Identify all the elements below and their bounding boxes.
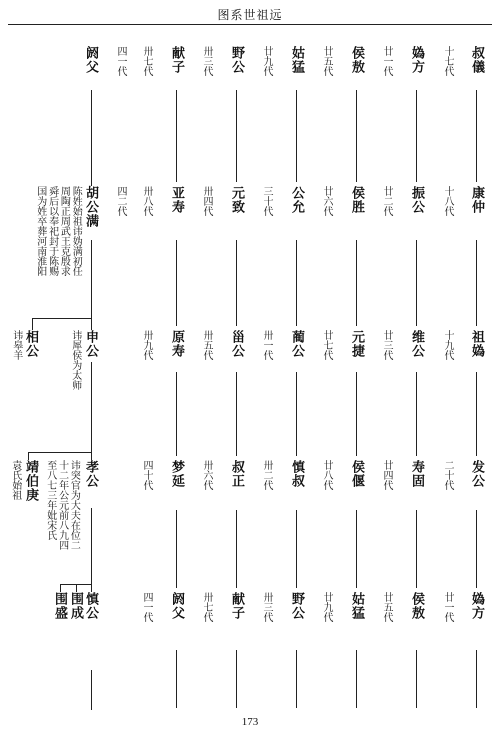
line-branch-wei-drop2 [76, 584, 77, 592]
name-weisheng: 围盛 [52, 592, 67, 620]
page-title: 图系世祖远 [217, 8, 283, 22]
note-xiaogong: 讳突官为大夫在位二 十二年公元前八九四 至八七三年妣宋氏 [44, 460, 80, 550]
page-number: 173 [241, 716, 259, 728]
gen-g6-row2: 卅九代 [141, 330, 152, 360]
name-c3-row2: 元捷 [349, 330, 364, 358]
gen-g6-row0: 卅七代 [141, 46, 152, 76]
name-c5-row3: 叔正 [229, 460, 244, 488]
gen-yanfu: 四一代 [115, 46, 126, 76]
name-hugong: 胡公满 [83, 186, 98, 228]
gen-hugong: 四二代 [115, 186, 126, 216]
line-c3-seg0 [356, 90, 357, 182]
line-c5-seg1 [236, 240, 237, 326]
gen-g6-row3: 四十代 [141, 460, 152, 490]
gen-g4-row1: 三十代 [261, 186, 272, 216]
name-c3-row1: 侯胜 [349, 186, 364, 214]
name-yanfu: 阏父 [83, 46, 98, 74]
line-branch-wei-drop [60, 584, 61, 592]
gen-g6-row4: 四一代 [141, 592, 152, 622]
line-c3-seg1 [356, 240, 357, 326]
gen-g1-row2: 十九代 [442, 330, 453, 360]
name-c6-row4: 阏父 [169, 592, 184, 620]
gen-g2-row4: 廿五代 [381, 592, 392, 622]
line-c6-seg0 [176, 90, 177, 182]
name-jingbogeng: 靖伯庚 [23, 460, 38, 502]
line-c6-seg3 [176, 510, 177, 588]
name-c6-row3: 梦延 [169, 460, 184, 488]
gen-g1-row3: 二十代 [442, 460, 453, 490]
name-c4-row1: 公允 [289, 186, 304, 214]
gen-g2-row1: 廿二代 [381, 186, 392, 216]
name-c3-row4: 姑猛 [349, 592, 364, 620]
line-hugong-shengong [91, 240, 92, 330]
gen-g5-row3: 卅六代 [201, 460, 212, 490]
line-branch-jingbo [28, 452, 92, 453]
line-c4-seg3 [296, 510, 297, 588]
name-weicheng: 围成 [68, 592, 83, 620]
line-c3-seg2 [356, 372, 357, 456]
line-shengong2-tail [91, 670, 92, 710]
gen-g5-row0: 卅三代 [201, 46, 212, 76]
gen-g4-row3: 卅二代 [261, 460, 272, 490]
gen-g4-row4: 卅三代 [261, 592, 272, 622]
line-c2-seg0 [416, 90, 417, 182]
name-c1-row3: 发公 [469, 460, 484, 488]
line-c1-seg2 [476, 372, 477, 456]
gen-g3-row2: 廿七代 [321, 330, 332, 360]
name-shengong: 申公 [83, 330, 98, 358]
gen-g3-row3: 廿八代 [321, 460, 332, 490]
gen-g1-row0: 十七代 [442, 46, 453, 76]
gen-g4-row2: 卅一代 [261, 330, 272, 360]
gen-g5-row4: 卅七代 [201, 592, 212, 622]
name-c3-row0: 侯敖 [349, 46, 364, 74]
name-c6-row2: 原寿 [169, 330, 184, 358]
name-c2-row3: 寿固 [409, 460, 424, 488]
line-c6-seg2 [176, 372, 177, 456]
name-c1-row4: 媯方 [469, 592, 484, 620]
name-c1-row0: 叔儀 [469, 46, 484, 74]
name-c5-row4: 献子 [229, 592, 244, 620]
line-c6-seg1 [176, 240, 177, 326]
note-jingbogeng: 袁氏始祖 [9, 460, 21, 500]
name-c3-row3: 侯偃 [349, 460, 364, 488]
line-c1-seg3 [476, 510, 477, 588]
line-c2-seg1 [416, 240, 417, 326]
line-c4-seg4 [296, 650, 297, 708]
line-branch-xiang [32, 318, 92, 319]
name-c1-row1: 康仲 [469, 186, 484, 214]
line-c5-seg2 [236, 372, 237, 456]
note-xianggong: 讳皋羊 [10, 330, 22, 360]
name-c4-row4: 野公 [289, 592, 304, 620]
line-c2-seg2 [416, 372, 417, 456]
gen-g5-row1: 卅四代 [201, 186, 212, 216]
line-branch-xiang-drop [32, 318, 33, 330]
line-c5-seg0 [236, 90, 237, 182]
name-c4-row3: 慎叔 [289, 460, 304, 488]
line-xiaogong-shengong2 [91, 508, 92, 592]
gen-g2-row3: 廿四代 [381, 460, 392, 490]
line-shengong-xiaogong [91, 362, 92, 460]
line-c5-seg4 [236, 650, 237, 708]
gen-g3-row0: 廿五代 [321, 46, 332, 76]
gen-g5-row2: 卅五代 [201, 330, 212, 360]
line-c2-seg3 [416, 510, 417, 588]
gen-g4-row0: 廿九代 [261, 46, 272, 76]
name-c2-row4: 侯敖 [409, 592, 424, 620]
line-c2-seg4 [416, 650, 417, 708]
gen-g6-row1: 卅八代 [141, 186, 152, 216]
name-c2-row0: 媯方 [409, 46, 424, 74]
name-xianggong: 相公 [23, 330, 38, 358]
name-c5-row1: 元致 [229, 186, 244, 214]
name-c5-row2: 甾公 [229, 330, 244, 358]
gen-g1-row1: 十八代 [442, 186, 453, 216]
gen-g1-row4: 廿一代 [442, 592, 453, 622]
name-shengong2: 慎公 [83, 592, 98, 620]
line-yanfu-hugong [91, 90, 92, 186]
line-c3-seg4 [356, 650, 357, 708]
name-c2-row2: 维公 [409, 330, 424, 358]
note-hugong: 陈姓始祖讳妫满初任 周陶正周武王克殷求 舜后以奉祀封于陈赐 国为姓卒葬河南淮阳 [34, 186, 82, 276]
line-c3-seg3 [356, 510, 357, 588]
name-c4-row2: 蔺公 [289, 330, 304, 358]
line-c5-seg3 [236, 510, 237, 588]
line-c4-seg1 [296, 240, 297, 326]
line-c6-seg4 [176, 650, 177, 708]
gen-g2-row2: 廿三代 [381, 330, 392, 360]
name-c5-row0: 野公 [229, 46, 244, 74]
line-c1-seg1 [476, 240, 477, 326]
name-xiaogong: 孝公 [83, 460, 98, 488]
header-rule [8, 24, 492, 25]
line-c1-seg0 [476, 90, 477, 182]
name-c6-row1: 亚寿 [169, 186, 184, 214]
gen-g3-row1: 廿六代 [321, 186, 332, 216]
gen-g3-row4: 廿九代 [321, 592, 332, 622]
name-c4-row0: 姑猛 [289, 46, 304, 74]
note-shengong: 讳犀侯为太师 [69, 330, 81, 390]
name-c2-row1: 振公 [409, 186, 424, 214]
gen-g2-row0: 廿一代 [381, 46, 392, 76]
line-c4-seg0 [296, 90, 297, 182]
line-branch-jingbo-drop [28, 452, 29, 460]
name-c6-row0: 献子 [169, 46, 184, 74]
line-c1-seg4 [476, 650, 477, 708]
name-c1-row2: 祖媯 [469, 330, 484, 358]
line-c4-seg2 [296, 372, 297, 456]
